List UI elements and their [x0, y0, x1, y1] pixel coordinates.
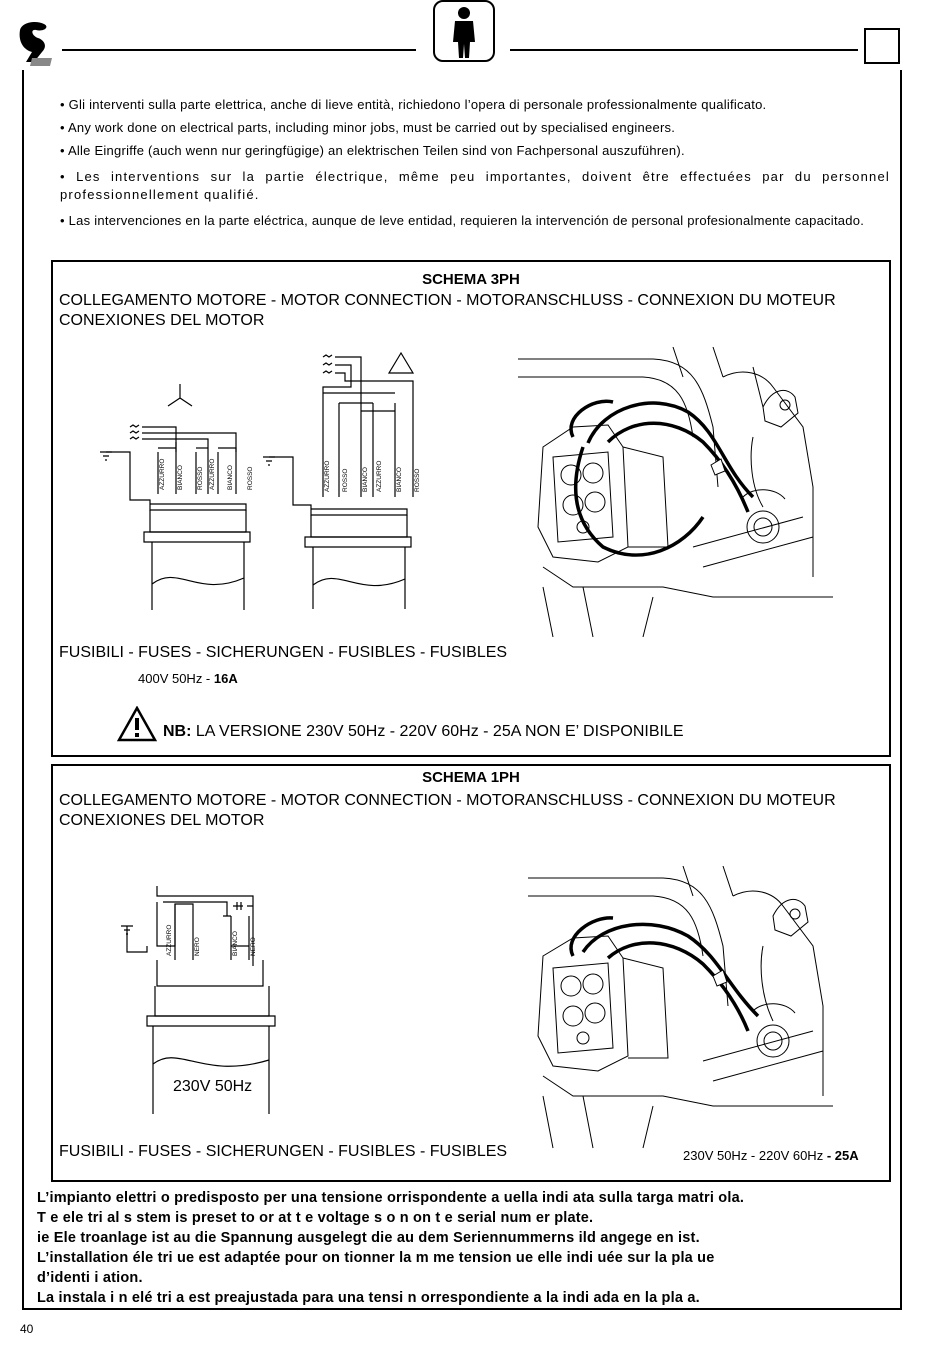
schema-1ph-box: [51, 764, 891, 1182]
star-wiring-diagram: [98, 382, 268, 612]
schema-3ph-title: SCHEMA 3PH: [422, 271, 520, 288]
motor-connection-title-1ph: COLLEGAMENTO MOTORE - MOTOR CONNECTION - MOTORANSCHLUSS - CONNEXION DU MOTEUR: [59, 792, 836, 809]
motor-connection-title-es: CONEXIONES DEL MOTOR: [59, 312, 265, 329]
delta-wire-label: BIANCO: [396, 467, 403, 492]
notice-en: T e ele tri al s stem is preset to or at t e voltage s o n on t e serial num er plate.: [37, 1210, 594, 1226]
notice-de: ie Ele troanlage ist au die Spannung ausgelegt die au dem Seriennummerns ild angege en ist.: [37, 1230, 700, 1246]
delta-wire-label: BIANCO: [362, 467, 369, 492]
wire-label-1ph: AZZURRO: [166, 924, 173, 956]
frame-right: [900, 70, 902, 1310]
person-icon: [433, 0, 495, 62]
star-wire-label: BIANCO: [177, 465, 184, 490]
star-wire-label: AZZURRO: [159, 458, 166, 490]
fuse-amp-3ph: 16A: [213, 671, 238, 686]
note-en: • Any work done on electrical parts, including minor jobs, must be carried out by specialised engineers.: [60, 120, 676, 135]
note-it: • Gli interventi sulla parte elettrica, anche di lieve entità, richiedono l’opera di personale professionalmente qualificato.: [60, 97, 767, 112]
star-wire-label: BIANCO: [227, 465, 234, 490]
header-rule-left: [62, 49, 416, 51]
safety-notes: [60, 96, 890, 230]
voltage-1ph: 230V 50Hz: [173, 1078, 253, 1095]
motor-connection-title: COLLEGAMENTO MOTORE - MOTOR CONNECTION - MOTORANSCHLUSS - CONNEXION DU MOTEUR: [59, 292, 836, 309]
brand-logo-icon: [14, 18, 58, 68]
delta-wiring-diagram: [253, 347, 433, 612]
note-es: • Las intervenciones en la parte eléctrica, aunque de leve entidad, requieren la intervención de personal profesionalmente capacitado.: [60, 213, 865, 228]
motor-terminal-illustration-3ph: [513, 347, 833, 637]
motor-connection-title-1ph-es: CONEXIONES DEL MOTOR: [59, 812, 265, 829]
notice-fr-2: d’identi i ation.: [37, 1270, 143, 1286]
empty-box-icon: [864, 28, 900, 64]
star-wire-label: AZZURRO: [209, 458, 216, 490]
note-de: • Alle Eingriffe (auch wenn nur geringfügige) an elektrischen Teilen sind von Fachpersonal auszuführen).: [60, 143, 685, 158]
delta-wire-label: ROSSO: [342, 468, 349, 492]
fuse-spec-3ph: 400V 50Hz -: [138, 671, 214, 686]
fuses-label-1ph: FUSIBILI - FUSES - SICHERUNGEN - FUSIBLES - FUSIBLES: [59, 1143, 508, 1160]
warning-icon: [117, 706, 157, 742]
delta-wire-label: AZZURRO: [324, 460, 331, 492]
delta-wire-label: AZZURRO: [376, 460, 383, 492]
nb-label: NB:: [163, 723, 192, 740]
motor-terminal-illustration-1ph: [523, 866, 833, 1151]
nb-text: LA VERSIONE 230V 50Hz - 220V 60Hz - 25A NON E’ DISPONIBILE: [191, 723, 684, 740]
note-fr: • Les interventions sur la partie électrique, même peu importantes, doivent être effectuées par du personnel professionnellement qualifié.: [60, 169, 890, 202]
schema-3ph-box: [51, 260, 891, 757]
notice-it: L’impianto elettri o predisposto per una tensione orrispondente a uella indi ata sulla targa matri ola.: [37, 1190, 745, 1206]
wire-label-1ph: BIANCO: [232, 931, 239, 956]
voltage-preset-notice: [37, 1188, 897, 1308]
schema-1ph-title: SCHEMA 1PH: [422, 769, 520, 786]
frame-left: [22, 70, 24, 1310]
fuse-amp-1ph: - 25A: [826, 1148, 859, 1163]
delta-wire-label: ROSSO: [414, 468, 421, 492]
page-number: 40: [20, 1322, 34, 1336]
notice-fr: L’installation éle tri ue est adaptée pour on tionner la m me tension ue elle indi uée sur la pla ue: [37, 1250, 715, 1266]
wire-label-1ph: NERO: [194, 937, 201, 956]
frame-bottom: [22, 1308, 902, 1310]
wire-label-1ph: NERO: [250, 937, 257, 956]
fuses-label-3ph: FUSIBILI - FUSES - SICHERUNGEN - FUSIBLES - FUSIBLES: [59, 644, 508, 661]
star-wire-label: ROSSO: [197, 466, 204, 490]
star-wire-label: ROSSO: [247, 466, 254, 490]
notice-es: La instala i n elé tri a est preajustada para una tensi n orrespondiente a la indi ada en la pla a.: [37, 1290, 700, 1306]
header-rule-right: [510, 49, 858, 51]
fuse-spec-1ph: 230V 50Hz - 220V 60Hz: [683, 1148, 827, 1163]
